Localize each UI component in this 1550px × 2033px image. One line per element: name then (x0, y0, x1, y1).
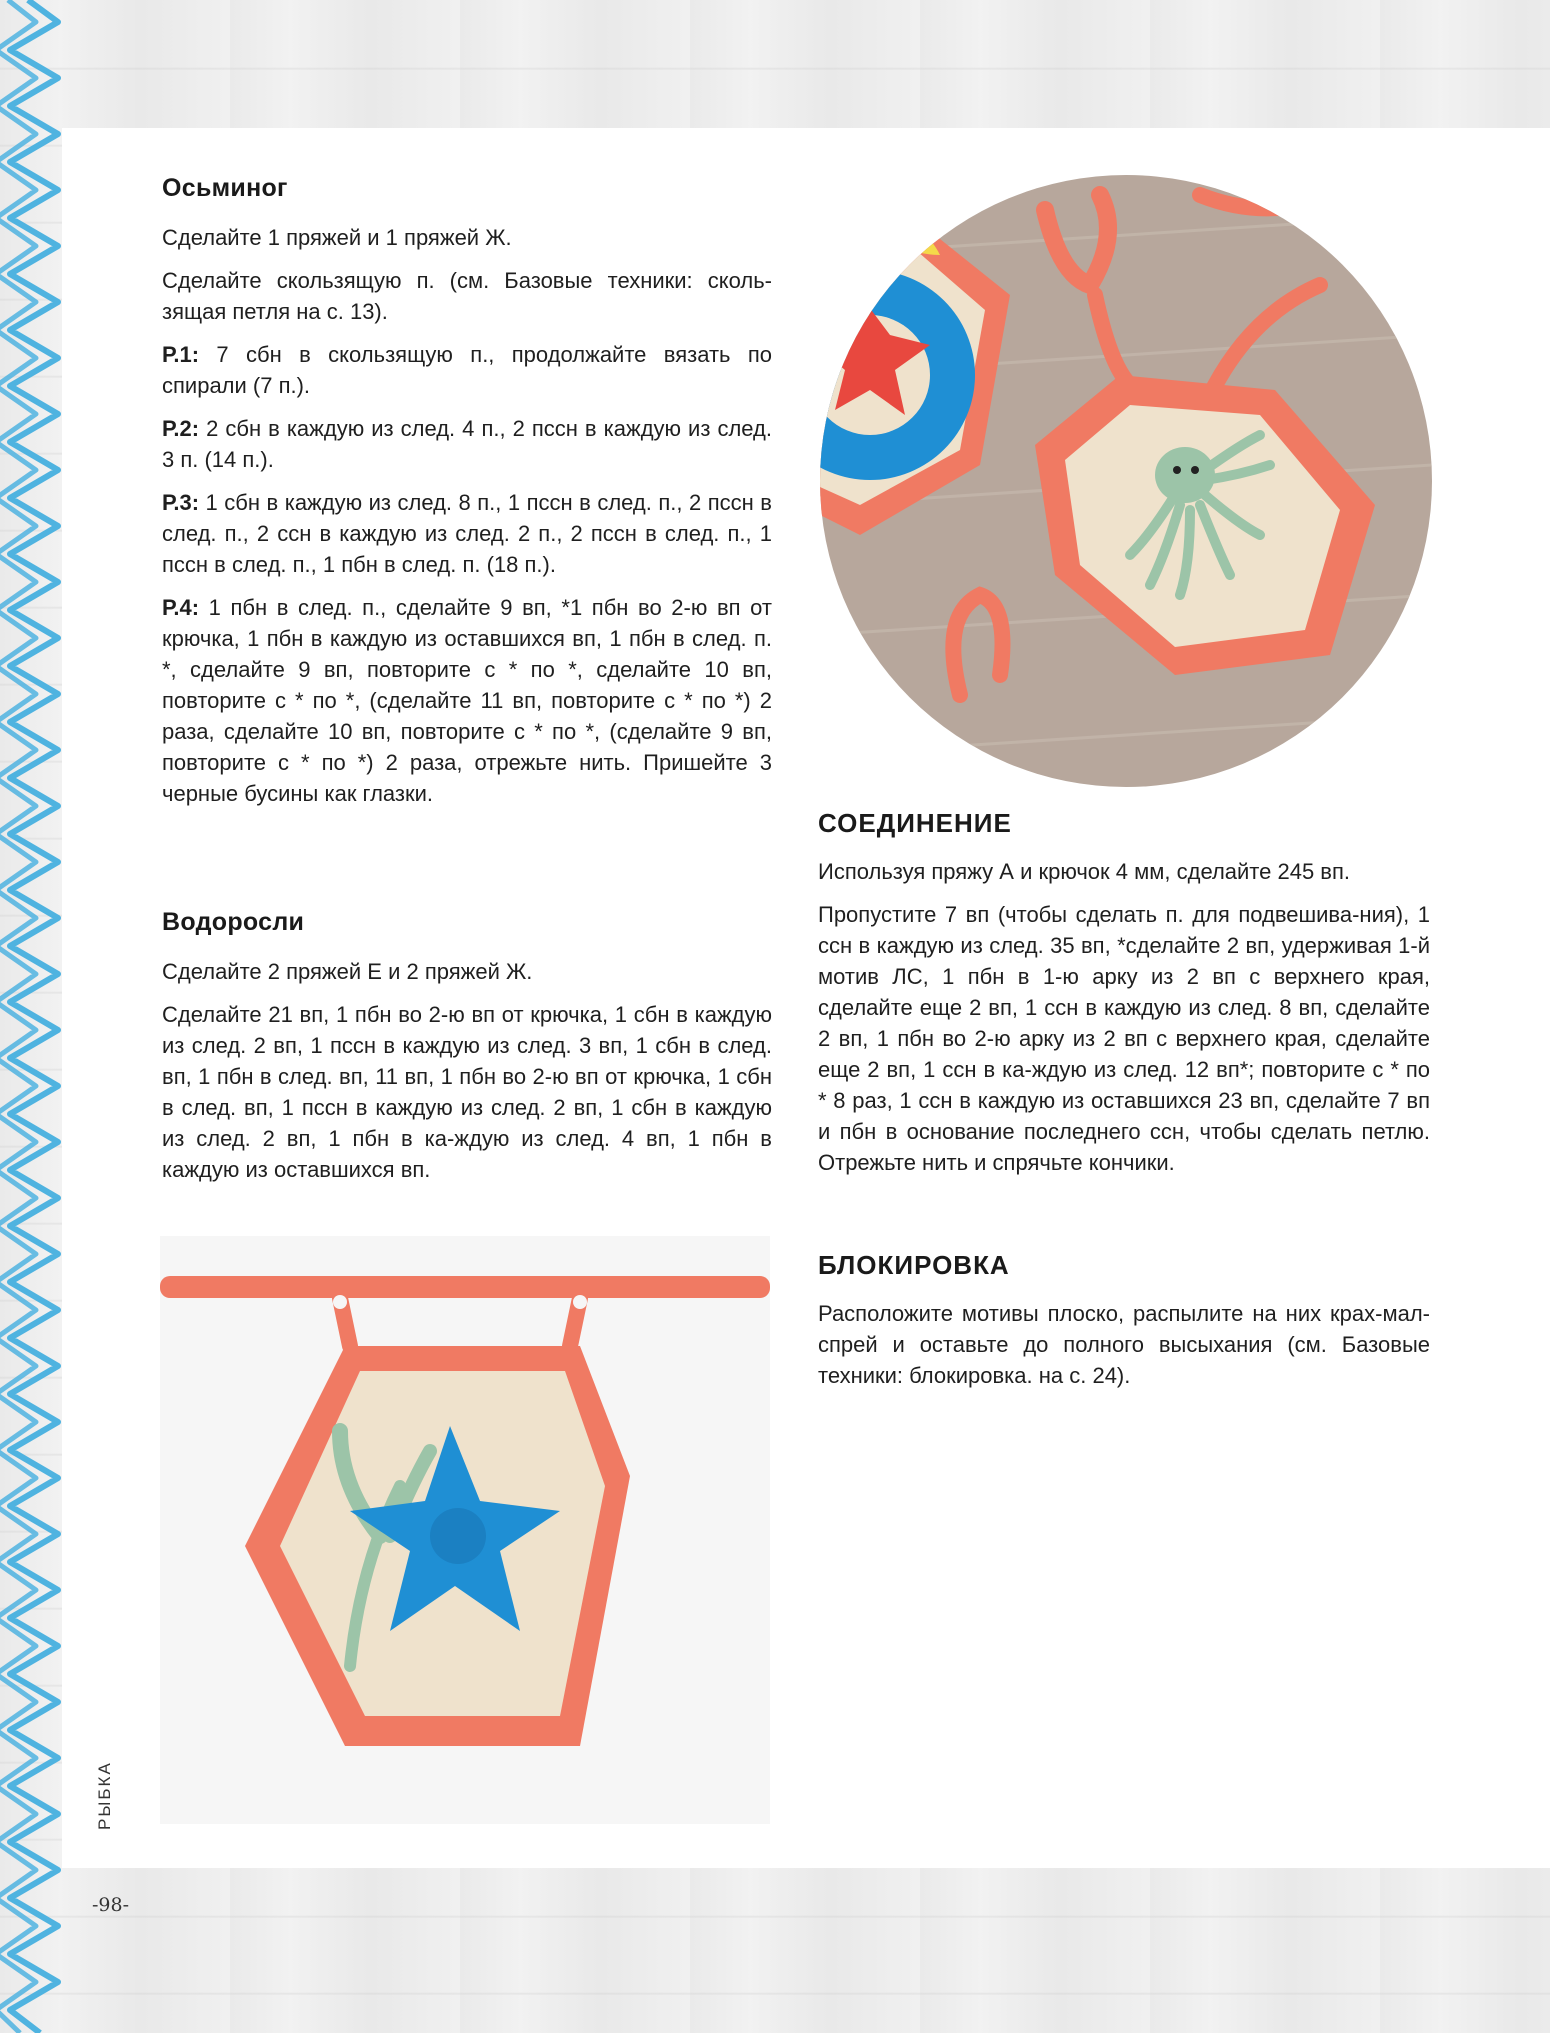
octopus-instructions (162, 222, 772, 821)
seaweed-yarn-text: Сделайте 2 пряжей Е и 2 пряжей Ж. (162, 959, 533, 984)
octopus-row-3 (162, 487, 772, 580)
joining-instructions (818, 856, 1430, 1190)
zigzag-border (0, 0, 72, 2033)
row-text: 7 сбн в скользящую п., продолжайте вязать по спирали (7 п.). (162, 342, 772, 398)
joining-pattern-text: Пропустите 7 вп (чтобы сделать п. для подвешива-ния), 1 ссн в каждую из след. 35 вп, *сделайте 2 вп, удерживая 1-й мотив ЛС, 1 пбн в 1-ю арку из 2 вп с верхнего края, сделайте еще 2 вп, 1 ссн в каждую из след. 8 вп, сделайте 2 вп, 1 пбн во 2-ю арку из 2 вп с верхнего края, сделайте еще 2 вп, 1 ссн в ка-ждую из след. 12 вп*; повторите с * по * 8 раз, 1 ссн в каждую из оставшихся 23 вп, сделайте 7 вп и пбн в основание последнего ссн, чтобы сделать петлю. Отрежьте нить и спрячьте кончики. (818, 902, 1430, 1175)
row-label: Р.1: (162, 342, 200, 367)
octopus-row-2 (162, 413, 772, 475)
octopus-yarn-text: Сделайте 1 пряжей и 1 пряжей Ж. (162, 225, 512, 250)
seaweed-pattern-text: Сделайте 21 вп, 1 пбн во 2-ю вп от крючка, 1 сбн в каждую из след. 2 вп, 1 пссн в каждую из след. 3 вп, 1 сбн в след. вп, 1 пбн в след. вп, 11 вп, 1 пбн во 2-ю вп от крючка, 1 сбн в след. вп, 1 пссн в каждую из след. 2 вп, 1 сбн в каждую из след. 2 вп, 1 пбн в ка-ждую из след. 4 вп, 1 пбн в каждую из оставшихся вп. (162, 1002, 772, 1182)
blocking-heading: БЛОКИРОВКА (818, 1250, 1010, 1280)
page-number: -98- (92, 1894, 130, 1916)
blocking-text: Расположите мотивы плоско, распылите на них крах-мал-спрей и оставьте до полного высыхания (см. Базовые техники: блокировка. на с. 24). (818, 1301, 1430, 1388)
octopus-row-4 (162, 592, 772, 809)
octopus-row-1 (162, 339, 772, 401)
chapter-side-label: РЫБКА (95, 1761, 114, 1830)
row-text: 1 сбн в каждую из след. 8 п., 1 пссн в след. п., 2 пссн в след. п., 2 ссн в каждую из след. 2 п., 2 пссн в след. п., 1 пссн в след. п., 1 пбн в след. п. (18 п.). (162, 490, 772, 577)
joining-start-text: Используя пряжу А и крючок 4 мм, сделайте 245 вп. (818, 859, 1351, 884)
row-label: Р.3: (162, 490, 200, 515)
joining-heading: СОЕДИНЕНИЕ (818, 808, 1012, 838)
row-text: 1 пбн в след. п., сделайте 9 вп, *1 пбн во 2-ю вп от крючка, 1 пбн в каждую из оставшихся вп, 1 пбн в след. п. *, сделайте 9 вп, повторите с * по *, сделайте 10 вп, повторите с * по *, (сделайте 11 вп, повторите с * по *) 2 раза, сделайте 10 вп, повторите с * по *, (сделайте 9 вп, повторите с * по *) 2 раза, отрежьте нить. Пришейте 3 черные бусины как глазки. (162, 595, 772, 806)
octopus-photo-illustration (820, 175, 1432, 787)
starfish-photo-illustration (160, 1236, 770, 1824)
starfish-motif-photo (160, 1236, 770, 1824)
octopus-heading: Осьминог (162, 174, 288, 202)
seaweed-instructions (162, 956, 772, 1197)
octopus-motif-photo (820, 175, 1432, 787)
blocking-instructions (818, 1298, 1430, 1403)
row-label: Р.2: (162, 416, 200, 441)
row-text: 2 сбн в каждую из след. 4 п., 2 пссн в каждую из след. 3 п. (14 п.). (162, 416, 772, 472)
seaweed-heading: Водоросли (162, 908, 305, 936)
row-label: Р.4: (162, 595, 200, 620)
octopus-slipknot-text: Сделайте скользящую п. (см. Базовые техники: сколь-зящая петля на с. 13). (162, 268, 772, 324)
